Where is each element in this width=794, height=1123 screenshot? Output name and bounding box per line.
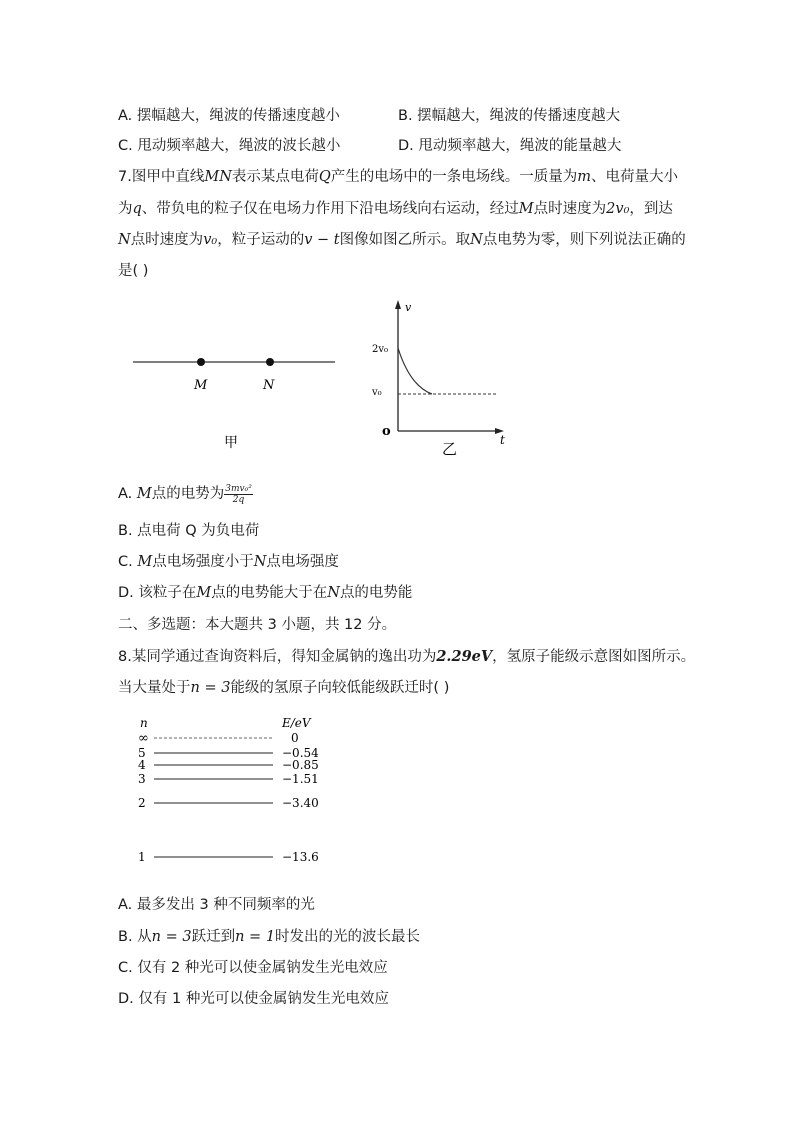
- level-e-infinity: 0: [291, 731, 299, 745]
- header-e-ev: E/eV: [282, 716, 311, 730]
- q6-option-d: D. 甩动频率越大，绳波的能量越大: [398, 138, 622, 154]
- point-n-dot: [266, 358, 274, 366]
- q8-option-b: B. 从n = 3跃迁到n = 1时发出的光的波长最长: [118, 929, 421, 945]
- level-e-3: −1.51: [282, 772, 319, 786]
- axis-label-v: v: [405, 301, 412, 314]
- q7-stem-line2: 为q、带负电的粒子仅在电场力作用下沿电场线向右运动，经过M点时速度为2v₀，到达: [118, 201, 673, 217]
- tick-2v0: 2v₀: [372, 344, 389, 355]
- level-n-3: 3: [138, 772, 146, 786]
- q6-option-a: A. 摆幅越大，绳波的传播速度越小: [118, 108, 340, 124]
- q8-stem-line2: 当大量处于n = 3能级的氢原子向较低能级跃迁时( ): [118, 680, 450, 696]
- q8-option-d: D. 仅有 1 种光可以使金属钠发生光电效应: [118, 991, 389, 1007]
- level-e-5: −0.54: [282, 746, 319, 760]
- level-e-2: −3.40: [282, 796, 319, 810]
- q8-option-a: A. 最多发出 3 种不同频率的光: [118, 897, 315, 913]
- axis-label-t: t: [500, 433, 505, 447]
- tick-v0: v₀: [372, 387, 382, 398]
- figure-yi-vt-graph: [362, 296, 512, 461]
- q7-option-c: C. M点电场强度小于N点电场强度: [118, 554, 339, 570]
- caption-jia: 甲: [224, 435, 238, 451]
- q7-option-b: B. 点电荷 Q 为负电荷: [118, 523, 260, 539]
- q7-stem-line1: 7.图甲中直线MN表示某点电荷Q产生的电场中的一条电场线。一质量为m、电荷量大小: [118, 169, 679, 185]
- q7-stem-line4: 是( ): [118, 263, 149, 279]
- level-e-1: −13.6: [282, 850, 319, 864]
- level-n-1: 1: [138, 850, 146, 864]
- q8-stem-line1: 8.某同学通过查询资料后，得知金属钠的逸出功为2.29eV，氢原子能级示意图如图所示。: [118, 648, 696, 665]
- level-n-infinity: ∞: [138, 731, 149, 746]
- level-e-4: −0.85: [282, 758, 319, 772]
- q6-option-c: C. 甩动频率越大，绳波的波长越小: [118, 138, 341, 154]
- hydrogen-energy-level-diagram: [130, 710, 340, 875]
- level-n-2: 2: [138, 796, 146, 810]
- section-heading-multiple-choice: 二、多选题：本大题共 3 小题，共 12 分。: [118, 617, 397, 633]
- caption-yi: 乙: [442, 440, 458, 458]
- v-axis-arrow: [395, 300, 401, 309]
- q7-option-a: A. M点的电势为 $\frac{\text{3mv₀²}}{2q}$: [118, 483, 252, 505]
- q7-option-d: D. 该粒子在M点的电势能大于在N点的电势能: [118, 585, 413, 601]
- origin-label: o: [382, 424, 391, 439]
- level-n-5: 5: [138, 746, 146, 760]
- point-m-dot: [197, 358, 205, 366]
- q8-option-c: C. 仅有 2 种光可以使金属钠发生光电效应: [118, 960, 388, 976]
- header-n: n: [140, 716, 148, 730]
- fraction-3mv0sq-over-2q: $\frac{\text{3mv₀²}}{2q}$: [225, 483, 252, 505]
- q6-option-b: B. 摆幅越大，绳波的传播速度越大: [398, 108, 621, 124]
- q7-stem-line3: N点时速度为v₀，粒子运动的v − t图像如图乙所示。取N点电势为零，则下列说法正确的: [118, 232, 686, 248]
- label-m: M: [194, 378, 208, 393]
- label-n: N: [263, 378, 275, 393]
- level-n-4: 4: [138, 758, 146, 772]
- figure-jia: [128, 340, 343, 460]
- vt-curve: [398, 348, 432, 394]
